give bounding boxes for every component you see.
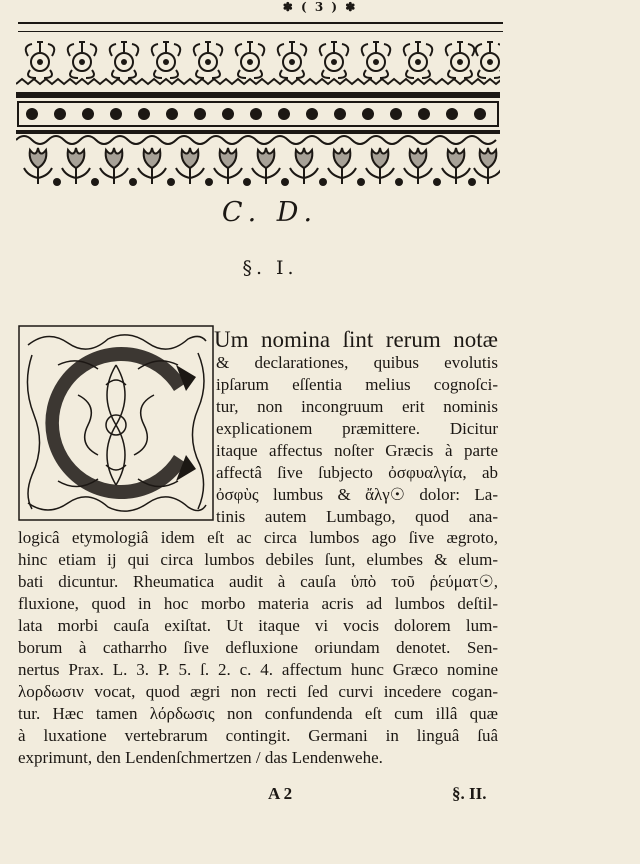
text-line-8: ὀσφὺς lumbus & ἄλγ☉ dolor: La- — [216, 485, 498, 504]
text-line-11: hinc etiam ij qui circa lumbos debiles ſunt, elumbes & elum- — [18, 550, 498, 569]
text-line-5: explicationem præmittere. Dicitur — [216, 419, 498, 438]
signature-mark: A 2 — [268, 784, 293, 803]
text-line-17: λορδωσιν vocat, quod ægri non recti ſed curvi incedere cogan- — [18, 682, 498, 701]
text-line-19: à luxatione vertebrarum contingit. Germani in linguâ ſuâ — [18, 726, 498, 745]
catchword: §. II. — [452, 784, 487, 803]
text-line-20: exprimunt, den Lendenſchmertzen / das Lendenwehe. — [18, 748, 383, 767]
text-line-3: ipſarum eſſentia melius cognoſci- — [216, 375, 498, 394]
text-line-14: lata morbi cauſa exiſtat. Ut itaque vi vocis dolorem lum- — [18, 616, 498, 635]
decorated-initial-c — [18, 325, 214, 521]
text-line-13: fluxione, quod in hoc morbo materia acris ad lumbos deſtil- — [18, 594, 498, 613]
section-heading: §. I. — [242, 257, 298, 279]
text-line-12: bati dicuntur. Rheumatica audit à cauſa ὑπὸ τοῦ ῥεύματ☉, — [18, 572, 498, 591]
top-rule-thin — [18, 31, 503, 32]
text-line-9: tinis autem Lumbago, quod ana- — [216, 507, 498, 526]
floral-headpiece-ornament — [16, 40, 500, 192]
page-number: ✽ ( 3 ) ✽ — [282, 0, 358, 14]
chapter-heading: C. D. — [221, 197, 319, 228]
text-line-7: affectâ ſive ſubjecto ὀσφυαλγία, ab — [216, 463, 498, 482]
text-line-18: tur. Hæc tamen λόρδωσις non confundenda eſt cum illâ quæ — [18, 704, 498, 723]
text-line-2: & declarationes, quibus evolutis — [216, 353, 498, 372]
text-line-1: Um nomina ſint rerum notæ — [214, 327, 498, 352]
text-line-6: itaque affectus noſter Græcis à parte — [216, 441, 498, 460]
text-line-4: tur, non incongruum erit nominis — [216, 397, 498, 416]
text-line-15: borum à catharrho ſive defluxione oriundam denotet. Sen- — [18, 638, 498, 657]
text-line-16: nertus Prax. L. 3. P. 5. ſ. 2. c. 4. affectum hunc Græco nomine — [18, 660, 498, 679]
text-line-10: logicâ etymologiâ idem eſt ac circa lumbos ago ſive ægroto, — [18, 528, 498, 547]
top-rule — [18, 22, 503, 24]
